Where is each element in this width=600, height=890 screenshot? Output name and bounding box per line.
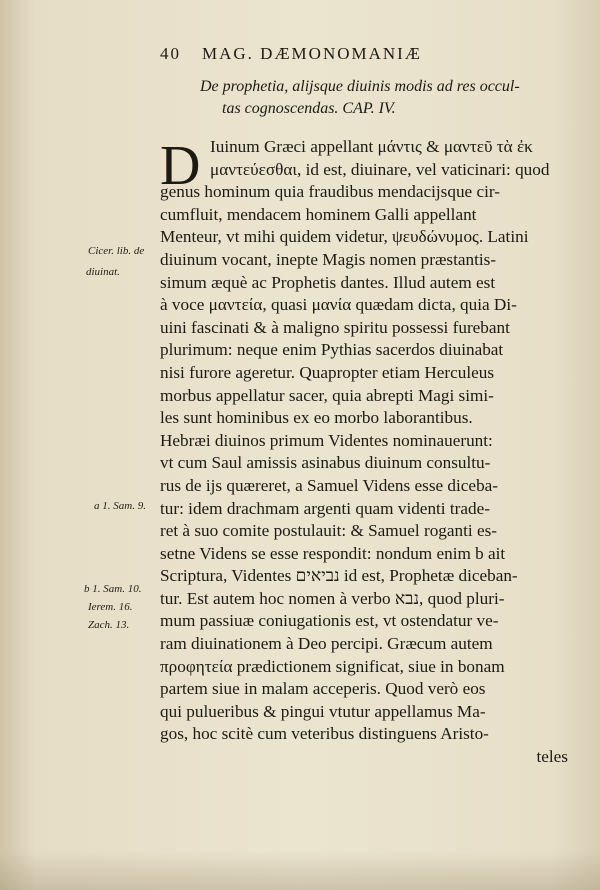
text-line: gos, hoc scitè cum veteribus distinguens Aristo-: [160, 724, 489, 744]
text-line: uini fascinati & à maligno spiritu possessi furebant: [160, 317, 510, 337]
margin-note: Ierem. 16.: [88, 601, 133, 613]
text-line: Menteur, vt mihi quidem videtur, ψευδώνυμος. Latini: [160, 227, 529, 247]
margin-note: b 1. Sam. 10.: [84, 583, 142, 595]
running-head: [160, 44, 560, 68]
text-line: Hebræi diuinos primum Videntes nominauerunt:: [160, 430, 493, 450]
text-line: setne Videns se esse respondit: nondum enim b ait: [160, 543, 506, 563]
text-line: Scriptura, Videntes נביאים id est, Prophetæ diceban-: [160, 566, 518, 586]
margin-note: Zach. 13.: [88, 619, 130, 631]
body-text: [160, 136, 580, 769]
text-line: nisi furore ageretur. Quapropter etiam Herculeus: [160, 362, 495, 382]
text-line: diuinum vocant, inepte Magis nomen præstantis-: [160, 249, 497, 269]
text-line: Iuinum Græci appellant μάντις & μαντεῦ τὰ ἐκ: [210, 137, 533, 156]
text-line: rus de ijs quæreret, a Samuel Videns esse diceba-: [160, 475, 499, 495]
text-line: προφητεία prædictionem significat, siue in bonam: [160, 656, 505, 676]
text-line: genus hominum quia fraudibus mendacijsque cir-: [160, 182, 500, 202]
text-line: tur: idem drachmam argenti quam videnti trade-: [160, 498, 490, 518]
text-line: simum æquè ac Prophetis dantes. Illud autem est: [160, 272, 496, 292]
text-line: plurimum: neque enim Pythias sacerdos diuinabat: [160, 340, 504, 360]
text-line: tur. Est autem hoc nomen à verbo נבא, quod pluri-: [160, 588, 505, 608]
text-line: partem siue in malam acceperis. Quod verò eos: [160, 679, 486, 699]
text-line: qui pulueribus & pingui vtutur appellamus Ma-: [160, 701, 486, 721]
chapter-heading-line: tas cognoscendas. CAP. IV.: [222, 100, 396, 117]
margin-note: a 1. Sam. 9.: [94, 500, 146, 512]
text-line: teles: [536, 747, 568, 767]
running-title: MAG. DÆMONOMANIÆ: [202, 44, 422, 63]
margin-note: Cicer. lib. de: [88, 245, 145, 257]
text-line: morbus appellatur sacer, quia abrepti Magi simi-: [160, 385, 494, 405]
text-line: ram diuinationem à Deo percipi. Græcum autem: [160, 634, 493, 654]
chapter-heading: [200, 76, 580, 120]
text-line: ret à suo comite postulauit: & Samuel roganti es-: [160, 521, 497, 541]
text-line: à voce μαντεία, quasi μανία quædam dicta, quia Di-: [160, 295, 517, 315]
chapter-heading-line: De prophetia, alijsque diuinis modis ad res occul-: [200, 78, 520, 95]
text-line: vt cum Saul amissis asinabus diuinum consultu-: [160, 453, 491, 473]
text-line: mum passiuæ coniugationis est, vt ostendatur ve-: [160, 611, 499, 631]
page-number: 40: [160, 44, 181, 63]
text-line: cumfluit, mendacem hominem Galli appellant: [160, 204, 477, 224]
drop-cap: D: [160, 135, 201, 197]
text-line: μαντεύεσθαι, id est, diuinare, vel vaticinari: quod: [210, 159, 550, 179]
margin-note: diuinat.: [86, 266, 120, 278]
text-line: les sunt hominibus ex eo morbo laborantibus.: [160, 408, 473, 428]
